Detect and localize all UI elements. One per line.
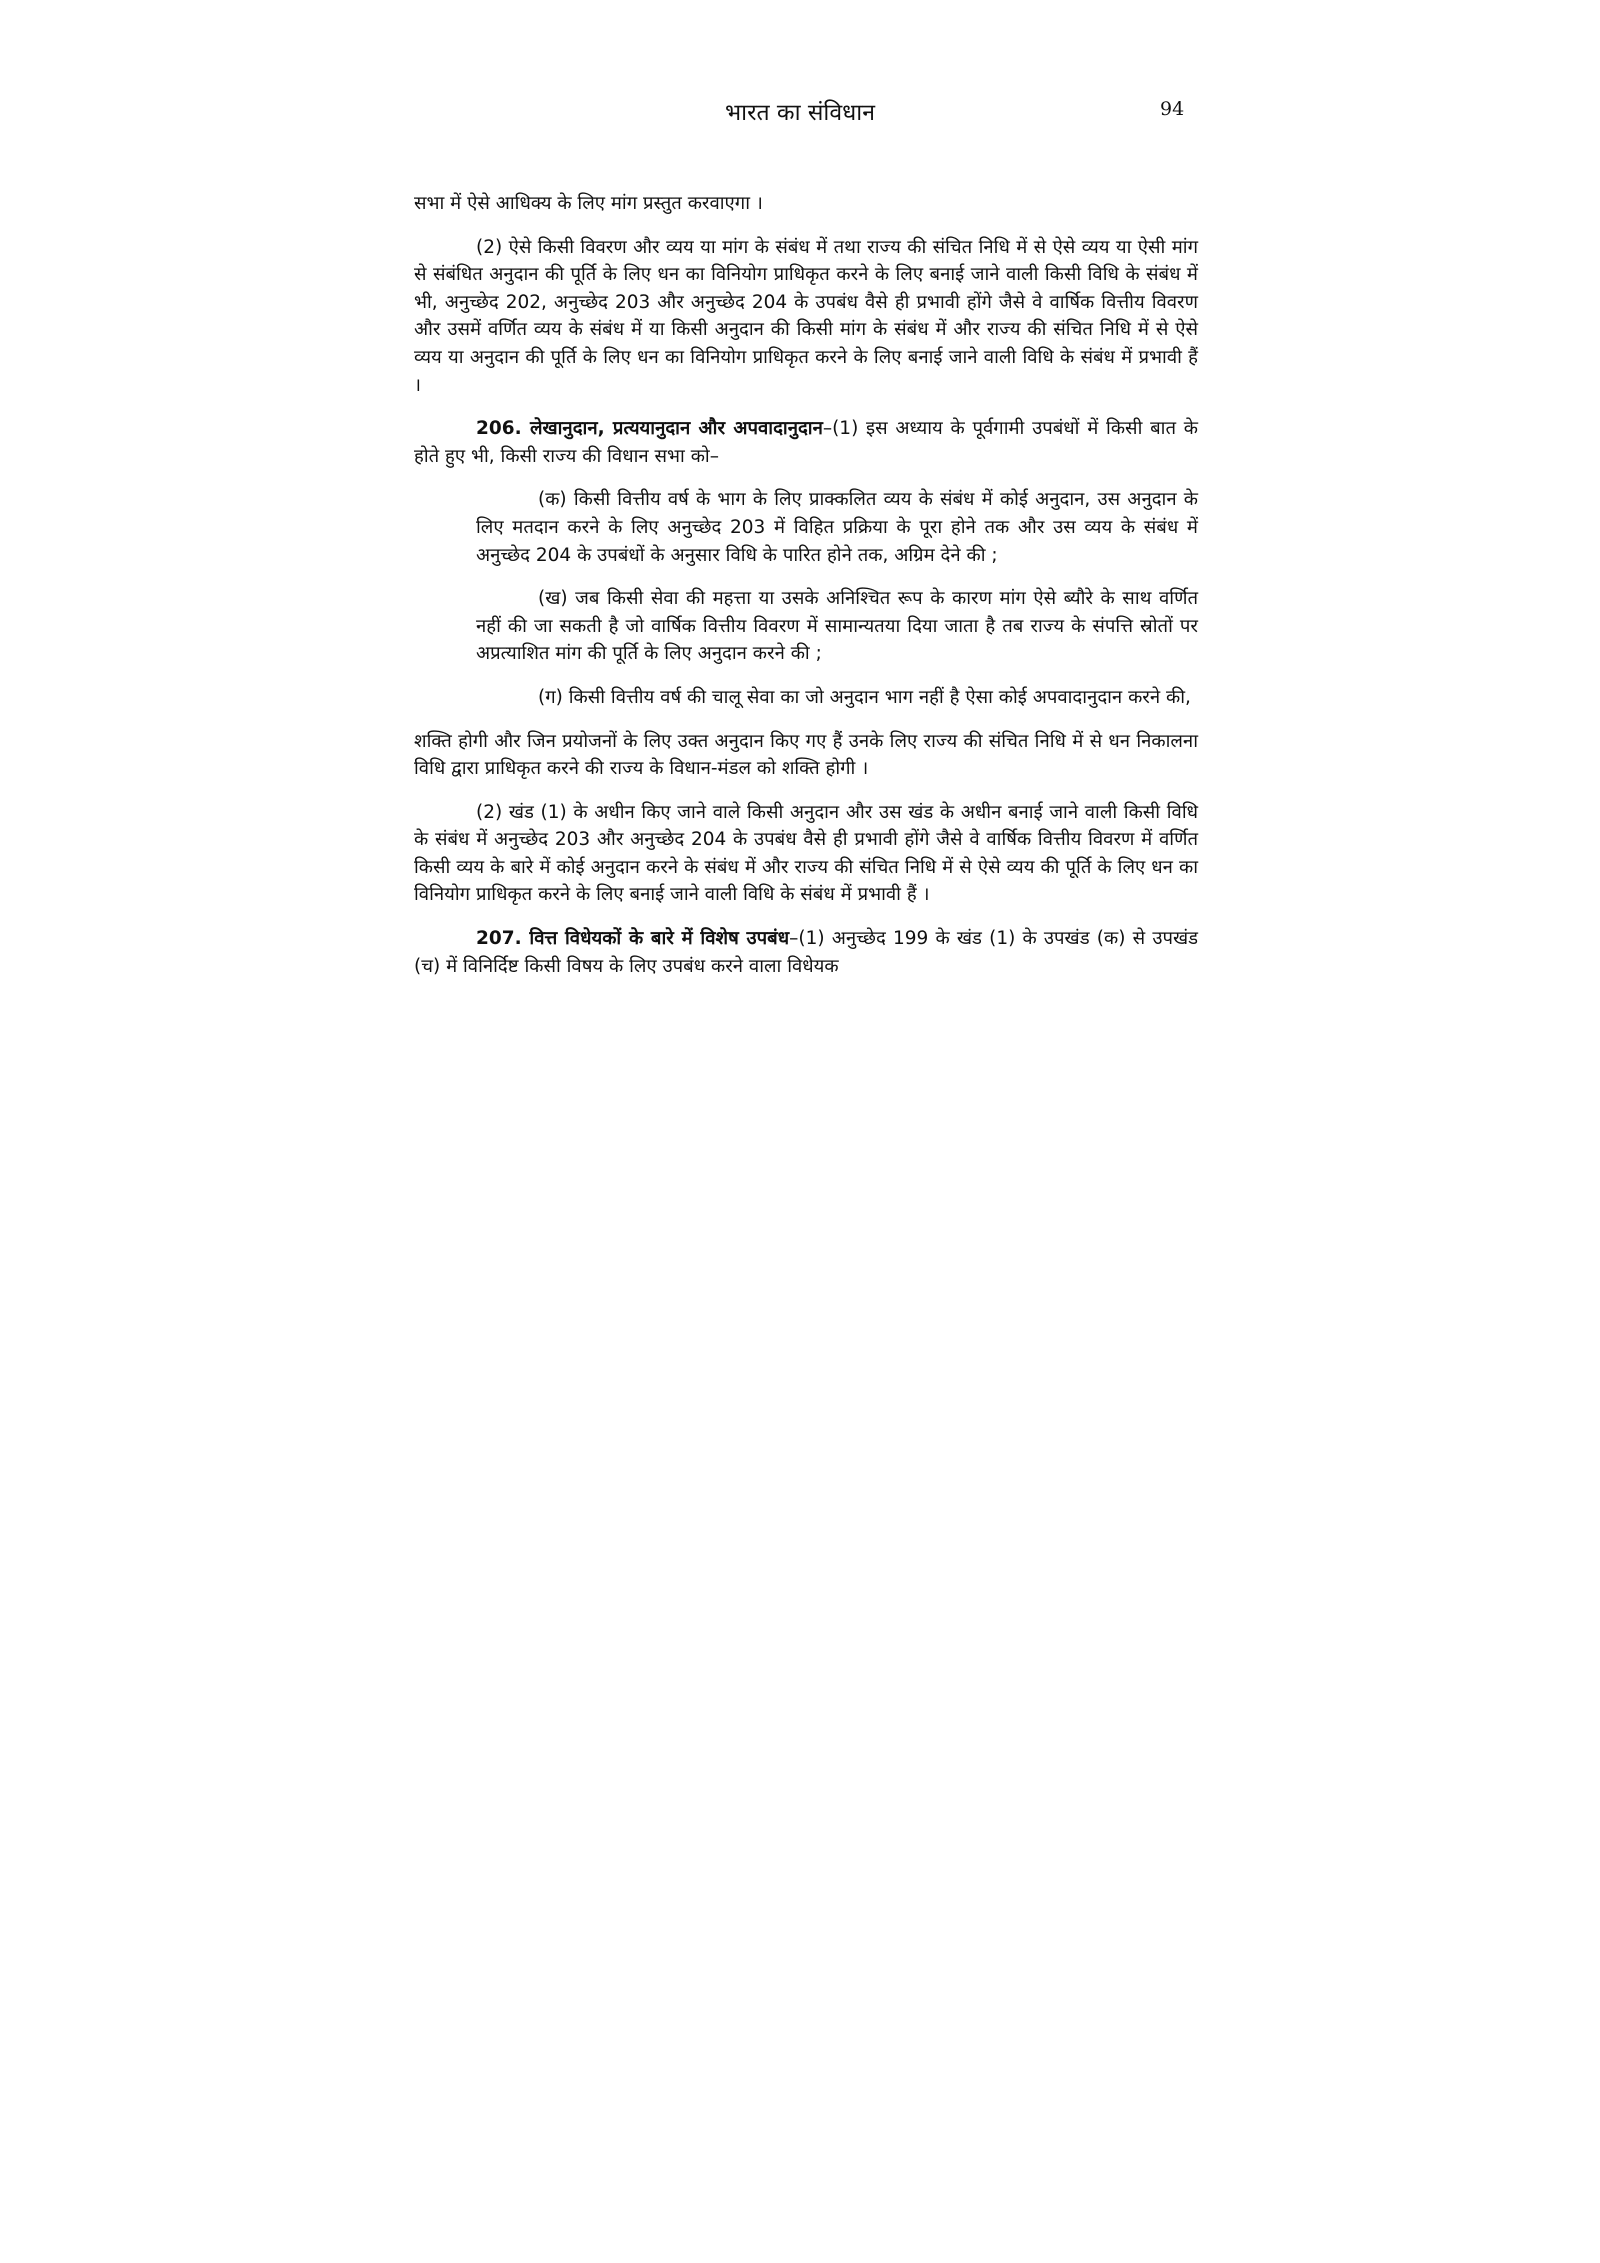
clause-ka: (क) किसी वित्तीय वर्ष के भाग के लिए प्राक्कलित व्यय के संबंध में कोई अनुदान, उस अनुदान के लिए मतदान करने के लिए अनुच्छेद 203 में विहित प्रक्रिया के पूरा होने तक और उस व्यय के संबंध में अनुच्छेद 204 के उपबंधों के अनुसार विधि के पारित होने तक, अग्रिम देने की ; (476, 489, 1198, 566)
page-number: 94 (1160, 98, 1185, 120)
page-title: भारत का संविधान (724, 100, 876, 126)
article-206-text: –(1) इस अध्याय के पूर्वगामी उपबंधों में किसी बात के होते हुए भी, किसी राज्य की विधान सभा को– (414, 418, 1198, 467)
paragraph-205-2: (2) ऐसे किसी विवरण और व्यय या मांग के संबंध में तथा राज्य की संचित निधि में से ऐसे व्यय या ऐसी मांग से संबंधित अनुदान की पूर्ति के लिए धन का विनियोग प्राधिकृत करने के लिए बनाई जाने वाली किसी विधि के संबंध में भी, अनुच्छेद 202, अनुच्छेद 203 और अनुच्छेद 204 के उपबंध वैसे ही प्रभावी होंगे जैसे वे वार्षिक वित्तीय विवरण और उसमें वर्णित व्यय के संबंध में या किसी अनुदान की किसी मांग के संबंध में और राज्य की संचित निधि में से ऐसे व्यय या अनुदान की पूर्ति के लिए धन का विनियोग प्राधिकृत करने के लिए बनाई जाने वाली विधि के संबंध में प्रभावी हैं । (414, 236, 1199, 396)
paragraph-shakti: शक्ति होगी और जिन प्रयोजनों के लिए उक्त अनुदान किए गए हैं उनके लिए राज्य की संचित निधि में से धन निकालना विधि द्वारा प्राधिकृत करने की राज्य के विधान-मंडल को शक्ति होगी । (414, 730, 1198, 780)
article-207-intro (414, 925, 1198, 980)
article-206-heading: 206. लेखानुदान, प्रत्ययानुदान और अपवादानुदान (476, 418, 823, 440)
article-206-intro (414, 415, 1198, 470)
paragraph-206-2: (2) खंड (1) के अधीन किए जाने वाले किसी अनुदान और उस खंड के अधीन बनाई जाने वाली किसी विधि के संबंध में अनुच्छेद 203 और अनुच्छेद 204 के उपबंध वैसे ही प्रभावी होंगे जैसे वे वार्षिक वित्तीय विवरण में वर्णित किसी व्यय के बारे में कोई अनुदान करने के संबंध में और राज्य की संचित निधि में से ऐसे व्यय की पूर्ति के लिए धन का विनियोग प्राधिकृत करने के लिए बनाई जाने वाली विधि के संबंध में प्रभावी हैं । (414, 801, 1198, 906)
clause-ga: (ग) किसी वित्तीय वर्ष की चालू सेवा का जो अनुदान भाग नहीं है ऐसा कोई अपवादानुदान करने की, (538, 686, 1191, 708)
article-207-text: –(1) अनुच्छेद 199 के खंड (1) के उपखंड (क) से उपखंड (च) में विनिर्दिष्ट किसी विषय के लिए उपबंध करने वाला विधेयक (414, 928, 1199, 977)
body-text (414, 190, 1198, 996)
paragraph-continuation: सभा में ऐसे आधिक्य के लिए मांग प्रस्तुत करवाएगा । (414, 193, 763, 214)
clause-kha: (ख) जब किसी सेवा की महत्ता या उसके अनिश्चित रूप के कारण मांग ऐसे ब्यौरे के साथ वर्णित नहीं की जा सकती है जो वार्षिक वित्तीय विवरण में सामान्यतया दिया जाता है तब राज्य के संपत्ति स्रोतों पर अप्रत्याशित मांग की पूर्ति के लिए अनुदान करने की ; (476, 588, 1198, 665)
article-207-heading: 207. वित्त विधेयकों के बारे में विशेष उपबंध (476, 928, 790, 950)
